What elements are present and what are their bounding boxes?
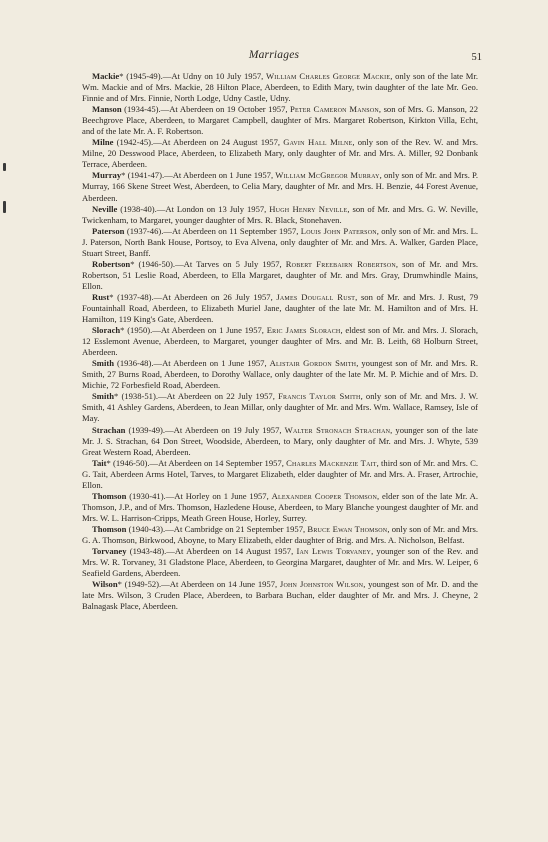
entry-details: , only son of Mr. and Mrs. J. W. Smith, 41 Ashley Gardens, Aberdeen, to Jean Millar, only daughter of Mr. and Mrs. Wm. Wallace, Ramsey, Isle of May. — [82, 391, 478, 424]
marriage-entry — [82, 524, 478, 546]
entry-years: (1939-49).—At Aberdeen on 19 July 1957, — [125, 424, 285, 435]
entry-surname: Mackie — [92, 71, 120, 81]
entry-groom-name: Bruce Ewan Thomson — [307, 523, 388, 534]
entry-years: * (1949-52).—At Aberdeen on 14 June 1957, — [117, 579, 280, 590]
marriage-entries — [82, 71, 478, 612]
entry-details: , third son of Mr. and Mrs. C. G. Tait, Aberdeen Arms Hotel, Tarves, to Margaret Elizabeth, elder daughter of Mr. and Mrs. A. Fraser, Artrochie, Ellon. — [82, 457, 478, 490]
entry-surname: Milne — [92, 137, 114, 148]
entry-surname: Murray — [92, 170, 122, 181]
entry-groom-name: Hugh Henry Neville — [269, 203, 348, 214]
marriage-entry — [82, 358, 478, 391]
entry-surname: Torvaney — [92, 546, 127, 557]
marriage-entry — [82, 137, 478, 170]
marriage-entry — [82, 425, 478, 458]
entry-years: (1936-48).—At Aberdeen on 1 June 1957, — [113, 358, 270, 369]
entry-groom-name: William Charles George Mackie — [266, 71, 391, 81]
entry-groom-name: Gavin Hall Milne — [283, 137, 353, 148]
marriage-entry — [82, 391, 478, 424]
marriage-entry — [82, 579, 478, 612]
entry-groom-name: Peter Cameron Manson — [290, 104, 379, 115]
marriage-entry — [82, 458, 478, 491]
entry-years: (1940-43).—At Cambridge on 21 September 1957, — [126, 523, 308, 534]
entry-years: * (1937-48).—At Aberdeen on 26 July 1957, — [109, 291, 277, 302]
entry-details: , only son of Mr. and Mrs. G. A. Thomson, Birkwood, Aboyne, to Mary Elizabeth, elder daughter of Brig. and Mrs. A. Nicholson, Belfast. — [82, 523, 479, 545]
entry-years: * (1950).—At Aberdeen on 1 June 1957, — [120, 325, 267, 336]
page-header — [0, 49, 548, 63]
entry-details: , elder son of the late Mr. A. Thomson, J.P., and of Mrs. Thomson, Hazledene House, Aberdeen, to Mary Blanche youngest daughter of Mr. and Mrs. W. L. Harrison-Cripps, Meath Green House, Horley, Surrey. — [82, 490, 479, 523]
entry-details: , younger son of the late Mr. J. S. Strachan, 64 Don Street, Woodside, Aberdeen, to Mary, only daughter of Mr. and Mrs. J. Whyte, 539 Great Western Road, Aberdeen. — [82, 424, 478, 457]
entry-years: * (1946-50).—At Aberdeen on 14 September 1957, — [106, 457, 287, 468]
marriage-entry — [82, 170, 478, 203]
entry-details: , son of Mrs. G. Manson, 22 Beechgrove Place, Aberdeen, to Margaret Campbell, daughter of Mrs. Margaret Robertson, Kirkton Villa, Echt, and of the late Mr. A. F. Robertson. — [82, 104, 479, 137]
entry-groom-name: Walter Stronach Strachan — [284, 424, 391, 435]
entry-groom-name: James Dougall Rust — [276, 291, 356, 302]
entry-details: , son of Mr. and Mrs. G. W. Neville, Twickenham, to Margaret, younger daughter of Mrs. R. Black, Stonehaven. — [82, 203, 478, 225]
marriage-entry — [82, 226, 478, 259]
entry-surname: Wilson — [92, 579, 118, 590]
entry-surname: Smith — [92, 391, 114, 402]
entry-surname: Robertson — [92, 258, 131, 269]
entry-surname: Strachan — [92, 424, 126, 435]
entry-details: , youngest son of Mr. and Mrs. R. Smith, 27 Burns Road, Aberdeen, to Dorothy Wallace, only daughter of the late Mr. M. P. Michie and of Mrs. D. Michie, 72 Forbesfield Road, Aberdeen. — [82, 358, 478, 391]
marriage-entry — [82, 546, 478, 579]
entry-years: * (1941-47).—At Aberdeen on 1 June 1957, — [121, 170, 276, 181]
entry-groom-name: Ian Lewis Torvaney — [296, 546, 372, 557]
entry-details: , son of Mr. and Mrs. J. Rust, 79 Fountainhall Road, Aberdeen, to Elizabeth Muriel Jane, daughter of the late Mr. M. Hamilton and of Mrs. H. Hamilton, 119 King's Gate, Aberdeen. — [82, 291, 478, 325]
entry-years: (1942-45).—At Aberdeen on 24 August 1957, — [113, 137, 284, 148]
entry-years: (1934-45).—At Aberdeen on 19 October 1957, — [121, 104, 291, 115]
entry-details: , eldest son of Mr. and Mrs. J. Slorach, 12 Esslemont Avenue, Aberdeen, to Margaret, younger daughter of Mrs. and Mr. B. Leith, 68 Holburn Street, Aberdeen. — [82, 325, 478, 358]
entry-years: * (1938-51).—At Aberdeen on 22 July 1957, — [113, 391, 279, 402]
entry-groom-name: Charles Mackenzie Tait — [286, 457, 377, 468]
entry-surname: Manson — [92, 104, 122, 115]
entry-surname: Slorach — [92, 325, 121, 336]
entry-groom-name: Louis John Paterson — [300, 225, 377, 236]
entry-groom-name: Robert Freebairn Robertson — [285, 258, 396, 269]
entry-years: * (1946-50).—At Tarves on 5 July 1957, — [130, 258, 286, 269]
marriage-entry — [82, 292, 478, 325]
entry-groom-name: William McGregor Murray — [275, 170, 380, 181]
entry-groom-name: Alexander Cooper Thomson — [271, 490, 378, 501]
running-head: Marriages — [248, 49, 300, 61]
entry-years: (1938-40).—At London on 13 July 1957, — [117, 203, 270, 214]
entry-surname: Thomson — [92, 523, 127, 534]
entry-years: (1930-41).—At Horley on 1 June 1957, — [126, 490, 272, 501]
entry-surname: Tait — [92, 457, 107, 468]
entry-details: , only son of Mr. and Mrs. P. Murray, 166 Skene Street West, Aberdeen, to Celia Mary, daughter of Mr. and Mrs. H. Benzie, 44 Forest Avenue, Aberdeen. — [82, 170, 478, 203]
entry-details: , younger son of the Rev. and Mrs. W. R. Torvaney, 31 Gladstone Place, Aberdeen, to Georgina Margaret, daughter of Mr. and Mrs. W. Leiper, 6 Seafield Gardens, Aberdeen. — [82, 546, 478, 579]
entry-years: (1937-46).—At Aberdeen on 11 September 1957, — [124, 225, 301, 236]
binding-mark — [3, 201, 6, 213]
marriage-entry — [82, 325, 478, 358]
entry-surname: Paterson — [92, 225, 125, 236]
entry-groom-name: Alistair Gordon Smith — [269, 358, 357, 369]
entry-groom-name: John Johnston Wilson — [279, 579, 364, 590]
entry-surname: Smith — [92, 358, 114, 369]
entry-details: , son of Mr. and Mrs. Robertson, 51 Leslie Road, Aberdeen, to Ella Margaret, daughter of Mr. and Mrs. Gray, Drumwhindle Mains, Ellon. — [82, 258, 479, 291]
marriage-entry — [82, 71, 478, 104]
binding-mark — [3, 163, 6, 171]
entry-years: (1943-48).—At Aberdeen on 14 August 1957, — [126, 546, 297, 557]
entry-surname: Thomson — [92, 490, 127, 501]
marriage-entry — [82, 104, 478, 137]
entry-surname: Neville — [92, 203, 118, 214]
marriage-entry — [82, 491, 478, 524]
marriage-entry — [82, 204, 478, 226]
entry-years: * (1945-49).—At Udny on 10 July 1957, — [119, 71, 266, 81]
page-number: 51 — [471, 52, 482, 63]
entry-groom-name: Francis Taylor Smith — [278, 391, 361, 402]
marriage-entry — [82, 259, 478, 292]
entry-details: , only son of Mr. and Mrs. L. J. Paterson, North Bank House, Portsoy, to Eva Alvena, only daughter of Mr. and Mrs. A. Walker, Garden Place, Stuart Street, Banff. — [82, 225, 479, 258]
entry-details: , youngest son of Mr. D. and the late Mrs. Wilson, 3 Cruden Place, Aberdeen, to Barbara Buchan, elder daughter of Mr. and Mrs. J. Cheyne, 2 Balnagask Place, Aberdeen. — [82, 579, 478, 612]
entry-details: , only son of the late Mr. Wm. Mackie and of Mrs. Mackie, 28 Hilton Place, Aberdeen, to Edith Mary, twin daughter of the late Mr. Geo. Finnie and of Mrs. Finnie, North Lodge, Udny Castle, Udny. — [82, 71, 478, 104]
entry-surname: Rust — [92, 291, 110, 302]
entry-groom-name: Eric James Slorach — [266, 325, 341, 336]
entry-details: , only son of the Rev. W. and Mrs. Milne, 20 Desswood Place, Aberdeen, to Elizabeth Mary, only daughter of Mr. and Mrs. A. Miller, 92 Donbank Terrace, Aberdeen. — [82, 137, 478, 170]
